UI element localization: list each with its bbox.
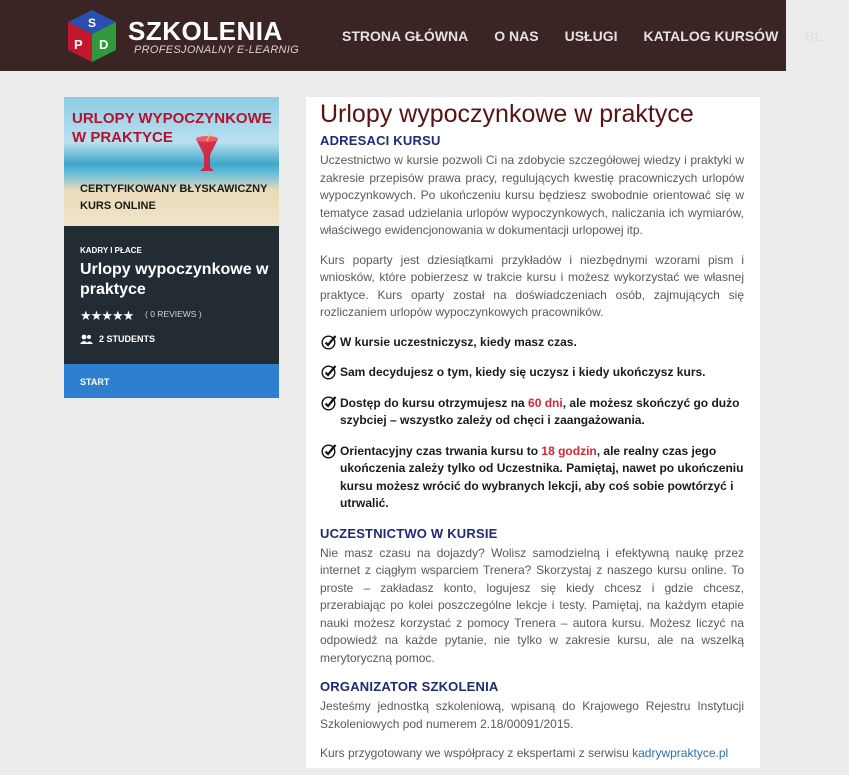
organizer-paragraph: Jesteśmy jednostką szkoleniową, wpisaną do Krajowego Rejestru Instytucji Szkoleniowych pod numerem 2.18/00091/2015. bbox=[320, 699, 744, 731]
course-image-subtitle-line1: CERTYFIKOWANY BŁYSKAWICZNY bbox=[80, 183, 268, 195]
course-category[interactable]: KADRY I PŁACE bbox=[80, 246, 142, 255]
feature-item bbox=[320, 395, 744, 430]
course-duration: 18 godzin bbox=[541, 443, 597, 458]
section-heading-organizer: ORGANIZATOR SZKOLENIA bbox=[320, 679, 499, 694]
audience-paragraph-1: Uczestnictwo w kursie pozwoli Ci na zdobycie szczegółowej wiedzy i praktyki w zakresie przepisów prawa pracy, regulujących kwestię pracowniczych urlopów wypoczynkowych. Po ukończeniu kursu będziesz swobodnie orientować się w tematyce zasad udzielania urlopów wypoczynkowych, naliczania ich wymiarów, właściwego ewidencjonowania w dokumentacji urlopowej itp. bbox=[320, 153, 744, 237]
svg-text:P: P bbox=[74, 37, 83, 52]
nav-home[interactable]: STRONA GŁÓWNA bbox=[342, 28, 469, 44]
audience-paragraph-2: Kurs poparty jest dziesiątkami przykładów i niezbędnymi wzorami pism i wniosków, które pobierzesz w trakcie kursu i możesz wykorzystać we własnej praktyce. Kurs oparty został na doświadczeniach osób, zajmujących się rozliczaniem urlopów wypoczynkowych pracowników. bbox=[320, 252, 744, 319]
students-count bbox=[80, 334, 155, 344]
feature-text-c: , ale możesz skończyć go dużo szybciej – wszystko zależy od chęci i zaangażowania. bbox=[340, 395, 740, 427]
course-image[interactable] bbox=[64, 97, 279, 226]
organizer-partner-text: Kurs przygotowany we współpracy z ekspertami z serwisu bbox=[320, 746, 633, 760]
nav-services[interactable]: USŁUGI bbox=[564, 28, 618, 44]
feature-text-a: Dostęp do kursu otrzymujesz na bbox=[340, 395, 529, 410]
feature-text-c: , ale realny czas jego ukończenia zależy tylko od Uczestnika. Pamiętaj, nawet po ukończeniu kursu możesz wrócić do wybranych lekcji, aby coś sobie powtórzyć i utrwalić. bbox=[340, 443, 744, 510]
logo-cube-icon[interactable] bbox=[64, 8, 120, 64]
organizer-partner-paragraph bbox=[320, 745, 744, 763]
checkmark-icon bbox=[320, 395, 338, 411]
feature-text: Sam decydujesz o tym, kiedy się uczysz i kiedy ukończysz kurs. bbox=[340, 365, 706, 379]
cocktail-icon bbox=[194, 133, 220, 173]
brand-tagline: PROFESJONALNY E-LEARNIG bbox=[134, 44, 300, 56]
feature-text: W kursie uczestniczysz, kiedy masz czas. bbox=[340, 334, 577, 349]
course-card-title[interactable]: Urlopy wypoczynkowe w praktyce bbox=[80, 261, 269, 298]
brand-name[interactable]: SZKOLENIA bbox=[128, 16, 283, 46]
feature-text bbox=[340, 395, 744, 430]
main-nav bbox=[342, 28, 849, 44]
feature-text bbox=[340, 443, 744, 513]
feature-item bbox=[320, 334, 744, 352]
star-rating: ★★★★★ bbox=[80, 308, 134, 323]
students-label: 2 STUDENTS bbox=[99, 334, 156, 344]
course-image-subtitle bbox=[80, 181, 267, 215]
participation-paragraph: Nie masz czasu na dojazdy? Wolisz samodzielną i efektywną naukę przez internet z ciągłym wsparciem Trenera? Skorzystaj z naszego kursu online. To proste – zakładasz konto, logujesz się kiedy chcesz i gdzie chcesz, przerabiając po kolei poszczególne lekcje i testy. Pamiętaj, na każdym etapie nauki możesz korzystać z pomocy Trenera – autora kursu. Możesz liczyć na odpowiedź na każde pytanie, nie tylko w zakresie kursu, ale na wszelką merytoryczną pomoc. bbox=[320, 545, 744, 665]
svg-text:D: D bbox=[99, 37, 109, 52]
feature-text-a: Orientacyjny czas trwania kursu to bbox=[340, 443, 542, 458]
checkmark-icon bbox=[320, 334, 338, 350]
course-card-body bbox=[64, 226, 279, 364]
course-card bbox=[64, 97, 279, 398]
access-days: 60 dni bbox=[528, 395, 563, 410]
nav-about[interactable]: O NAS bbox=[494, 28, 539, 44]
svg-text:S: S bbox=[88, 16, 97, 30]
start-button[interactable]: START bbox=[64, 364, 279, 398]
page-title: Urlopy wypoczynkowe w praktyce bbox=[320, 100, 694, 128]
reviews-count: ( 0 REVIEWS ) bbox=[145, 309, 202, 319]
checkmark-icon bbox=[320, 364, 338, 380]
checkmark-icon bbox=[320, 443, 338, 459]
users-icon bbox=[80, 334, 93, 344]
section-heading-audience: ADRESACI KURSU bbox=[320, 133, 441, 148]
course-image-title: URLOPY WYPOCZYNKOWE W PRAKTYCE bbox=[72, 110, 272, 146]
nav-catalog[interactable]: KATALOG KURSÓW bbox=[643, 28, 779, 44]
nav-blog[interactable]: BL bbox=[804, 28, 823, 44]
partner-link[interactable]: kadrywpraktyce.pl bbox=[632, 746, 729, 760]
section-heading-participation: UCZESTNICTWO W KURSIE bbox=[320, 525, 498, 541]
content-body bbox=[320, 133, 744, 775]
site-header bbox=[0, 0, 823, 71]
course-image-subtitle-line2: KURS ONLINE bbox=[80, 200, 156, 212]
feature-item bbox=[320, 443, 744, 513]
course-content bbox=[306, 97, 760, 768]
feature-item bbox=[320, 364, 744, 382]
